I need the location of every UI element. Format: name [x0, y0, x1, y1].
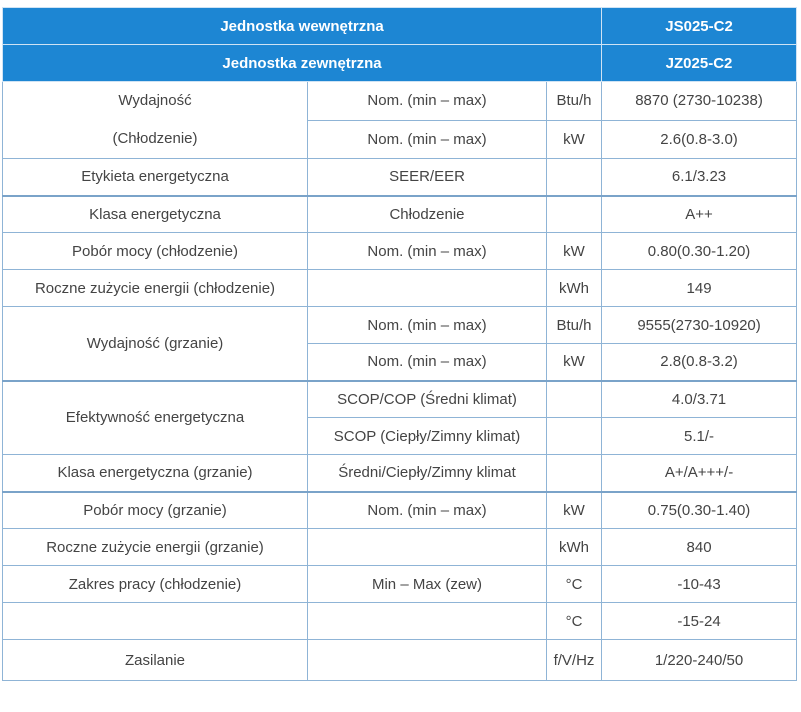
outdoor-unit-model: JZ025-C2	[602, 45, 797, 82]
unit-cell: °C	[547, 566, 602, 603]
value-cell: 4.0/3.71	[602, 381, 797, 418]
row-label: Wydajność (grzanie)	[3, 307, 308, 381]
row-label: Roczne zużycie energii (chłodzenie)	[3, 270, 308, 307]
table-row	[3, 529, 797, 566]
row-label: Etykieta energetyczna	[3, 159, 308, 196]
row-label	[3, 82, 308, 159]
table-row	[3, 603, 797, 640]
unit-cell	[547, 418, 602, 455]
unit-cell: °C	[547, 603, 602, 640]
row-label: Zasilanie	[3, 640, 308, 681]
table-row	[3, 270, 797, 307]
value-cell: 9555(2730-10920)	[602, 307, 797, 344]
value-cell: 840	[602, 529, 797, 566]
row-label-line2: (Chłodzenie)	[112, 130, 198, 147]
row-label: Klasa energetyczna (grzanie)	[3, 455, 308, 492]
condition-cell: Nom. (min – max)	[308, 492, 547, 529]
unit-cell	[547, 381, 602, 418]
unit-cell: kW	[547, 120, 602, 159]
value-cell: -15-24	[602, 603, 797, 640]
condition-cell	[308, 270, 547, 307]
value-cell: A++	[602, 196, 797, 233]
value-cell: 5.1/-	[602, 418, 797, 455]
outdoor-unit-label: Jednostka zewnętrzna	[3, 45, 602, 82]
value-cell: 6.1/3.23	[602, 159, 797, 196]
condition-cell	[308, 529, 547, 566]
table-row	[3, 307, 797, 344]
table-row	[3, 640, 797, 681]
condition-cell: Nom. (min – max)	[308, 307, 547, 344]
unit-cell: kW	[547, 233, 602, 270]
row-label: Klasa energetyczna	[3, 196, 308, 233]
condition-cell: Min – Max (zew)	[308, 566, 547, 603]
value-cell: 2.8(0.8-3.2)	[602, 344, 797, 381]
condition-cell: SEER/EER	[308, 159, 547, 196]
condition-cell: Nom. (min – max)	[308, 82, 547, 121]
condition-cell: SCOP/COP (Średni klimat)	[308, 381, 547, 418]
unit-cell	[547, 159, 602, 196]
unit-cell: kWh	[547, 529, 602, 566]
table-row	[3, 159, 797, 196]
condition-cell: Nom. (min – max)	[308, 120, 547, 159]
unit-cell: kW	[547, 344, 602, 381]
condition-cell: Chłodzenie	[308, 196, 547, 233]
row-label: Roczne zużycie energii (grzanie)	[3, 529, 308, 566]
value-cell: 8870 (2730-10238)	[602, 82, 797, 121]
unit-cell: Btu/h	[547, 82, 602, 121]
unit-cell: f/V/Hz	[547, 640, 602, 681]
table-row	[3, 82, 797, 121]
row-label-line1: Wydajność	[118, 92, 192, 109]
condition-cell	[308, 603, 547, 640]
header-row-outdoor	[3, 45, 797, 82]
unit-cell: kWh	[547, 270, 602, 307]
value-cell: -10-43	[602, 566, 797, 603]
condition-cell: Średni/Ciepły/Zimny klimat	[308, 455, 547, 492]
row-label: Pobór mocy (grzanie)	[3, 492, 308, 529]
table-row	[3, 196, 797, 233]
unit-cell: Btu/h	[547, 307, 602, 344]
condition-cell	[308, 640, 547, 681]
indoor-unit-model: JS025-C2	[602, 8, 797, 45]
condition-cell: SCOP (Ciepły/Zimny klimat)	[308, 418, 547, 455]
spec-table	[2, 7, 797, 681]
table-row	[3, 566, 797, 603]
value-cell: 0.75(0.30-1.40)	[602, 492, 797, 529]
row-label: Pobór mocy (chłodzenie)	[3, 233, 308, 270]
table-row	[3, 233, 797, 270]
value-cell: A+/A+++/-	[602, 455, 797, 492]
header-row-indoor	[3, 8, 797, 45]
table-row	[3, 381, 797, 418]
unit-cell: kW	[547, 492, 602, 529]
table-row	[3, 492, 797, 529]
row-label	[3, 603, 308, 640]
indoor-unit-label: Jednostka wewnętrzna	[3, 8, 602, 45]
unit-cell	[547, 196, 602, 233]
value-cell: 0.80(0.30-1.20)	[602, 233, 797, 270]
table-row	[3, 455, 797, 492]
condition-cell: Nom. (min – max)	[308, 233, 547, 270]
row-label: Efektywność energetyczna	[3, 381, 308, 455]
value-cell: 149	[602, 270, 797, 307]
unit-cell	[547, 455, 602, 492]
value-cell: 1/220-240/50	[602, 640, 797, 681]
value-cell: 2.6(0.8-3.0)	[602, 120, 797, 159]
row-label: Zakres pracy (chłodzenie)	[3, 566, 308, 603]
condition-cell: Nom. (min – max)	[308, 344, 547, 381]
